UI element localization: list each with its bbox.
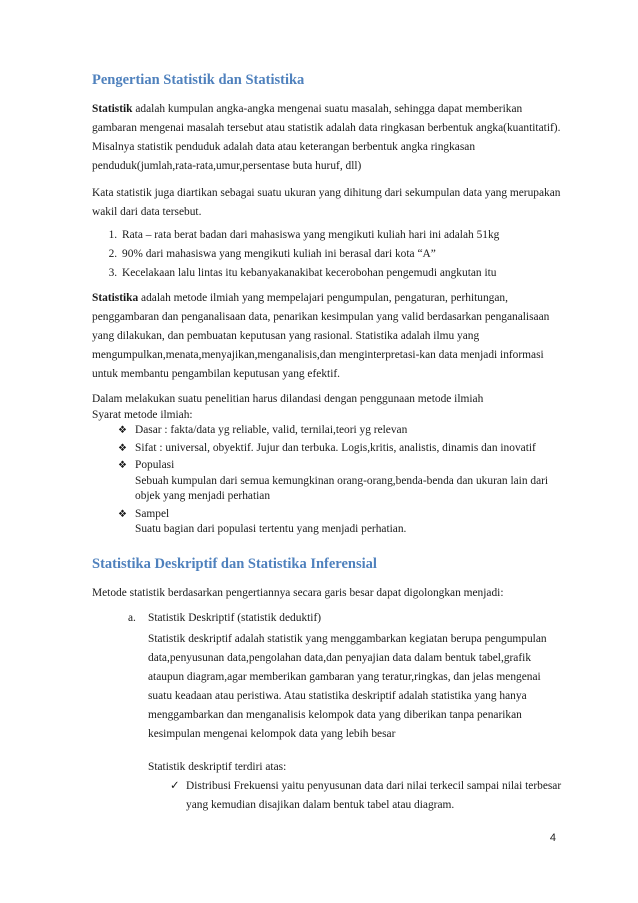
list-item: 2. 90% dari mahasiswa yang mengikuti kuliah ini berasal dari kota “A”: [120, 245, 562, 264]
sub-items-list: [148, 777, 562, 815]
list-item: [170, 777, 562, 815]
check-icon: ✓: [170, 779, 180, 792]
paragraph-metode-intro: Metode statistik berdasarkan pengertiannya secara garis besar dapat digolongkan menjadi:: [92, 586, 504, 599]
section-heading-deskriptif-inferensial: Statistika Deskriptif dan Statistika Inferensial: [92, 555, 377, 572]
item-statistik-deskriptif: [92, 609, 562, 815]
paragraph-statistik: [92, 100, 562, 176]
section-heading-pengertian: Pengertian Statistik dan Statistika: [92, 72, 305, 88]
requirement-title: Populasi: [135, 459, 175, 471]
diamond-bullet-icon: ❖: [118, 508, 127, 520]
term-statistika: Statistika: [92, 292, 139, 304]
item-letter: a.: [128, 611, 136, 624]
examples-list: [92, 226, 562, 283]
definition-statistik: adalah kumpulan angka-angka mengenai suatu masalah, sehingga dapat memberikan gambaran mengenai masalah tersebut atau statistik adalah data ringkasan berbentuk angka(kuantitatif). Misalnya statistik penduduk adalah data atau keterangan berbentuk angka ringkasan penduduk(jumlah,rata-rata,umur,persentase buta huruf, dll): [92, 103, 561, 172]
paragraph-statistika: [92, 289, 562, 384]
diamond-bullet-icon: ❖: [118, 442, 127, 454]
requirement-title: Sifat : universal, obyektif. Jujur dan terbuka. Logis,kritis, analistis, dinamis dan inovatif: [135, 441, 536, 454]
list-item: [118, 423, 562, 439]
term-statistik: Statistik: [92, 103, 133, 115]
item-body: Statistik deskriptif adalah statistik yang menggambarkan kegiatan berupa pengumpulan data,penyusunan data,pengolahan data,dan penyajian data dalam bentuk tabel,grafik ataupun diagram,agar memberikan gambaran yang teratur,ringkas, dan jelas mengenai suatu keadaan atau peristiwa. Atau statistika deskriptif adalah statistika yang hanya menggambarkan dan menganalisis kelompok data yang diberikan tanpa penarikan kesimpulan mengenai kelompok data yang lebih besar: [148, 632, 547, 740]
list-item: 1. Rata – rata berat badan dari mahasiswa yang mengikuti kuliah hari ini adalah 51kg: [120, 226, 562, 245]
definition-statistika: adalah metode ilmiah yang mempelajari pengumpulan, pengaturan, perhitungan, penggambaran dan penganalisaan data, penarikan kesimpulan yang valid berdasarkan penganalisaan yang dilakukan, dan pembuatan keputusan yang rasional. Statistika adalah ilmu yang mengumpulkan,menata,menyajikan,menganalisis,dan menginterpretasi-kan data menjadi informasi untuk membantu pengambilan keputusan yang efektif.: [92, 292, 550, 380]
list-item: 3. Kecelakaan lalu lintas itu kebanyakanakibat kecerobohan pengemudi angkutan itu: [120, 264, 562, 283]
diamond-bullet-icon: ❖: [118, 460, 127, 471]
requirements-list: [92, 423, 562, 538]
item-title-row: [128, 609, 562, 628]
page-content: [92, 70, 562, 815]
requirement-detail: Suatu bagian dari populasi tertentu yang menjadi perhatian.: [135, 523, 407, 535]
paragraph-kata-statistik: Kata statistik juga diartikan sebagai suatu ukuran yang dihitung dari sekumpulan data yang merupakan wakil dari data tersebut.: [92, 187, 561, 218]
list-item: [118, 458, 562, 505]
diamond-bullet-icon: ❖: [118, 425, 127, 436]
page-number: 4: [549, 832, 556, 844]
requirement-detail: Sebuah kumpulan dari semua kemungkinan orang-orang,benda-benda dan ukuran lain dari objek yang menjadi perhatian: [135, 474, 549, 502]
item-title: Statistik Deskriptif (statistik deduktif): [148, 611, 322, 624]
requirements-intro: Syarat metode ilmiah:: [92, 408, 193, 421]
requirement-title: Dasar : fakta/data yg reliable, valid, ternilai,teori yg relevan: [135, 424, 408, 436]
sub-intro: Statistik deskriptif terdiri atas:: [148, 760, 287, 773]
list-item: [118, 507, 562, 538]
sub-item-text: Distribusi Frekuensi yaitu penyusunan data dari nilai terkecil sampai nilai terbesar yang kemudian disajikan dalam bentuk tabel atau diagram.: [186, 779, 562, 811]
list-item: [118, 441, 562, 457]
requirement-title: Sampel: [135, 507, 170, 520]
paragraph-penelitian: Dalam melakukan suatu penelitian harus dilandasi dengan penggunaan metode ilmiah: [92, 393, 484, 405]
